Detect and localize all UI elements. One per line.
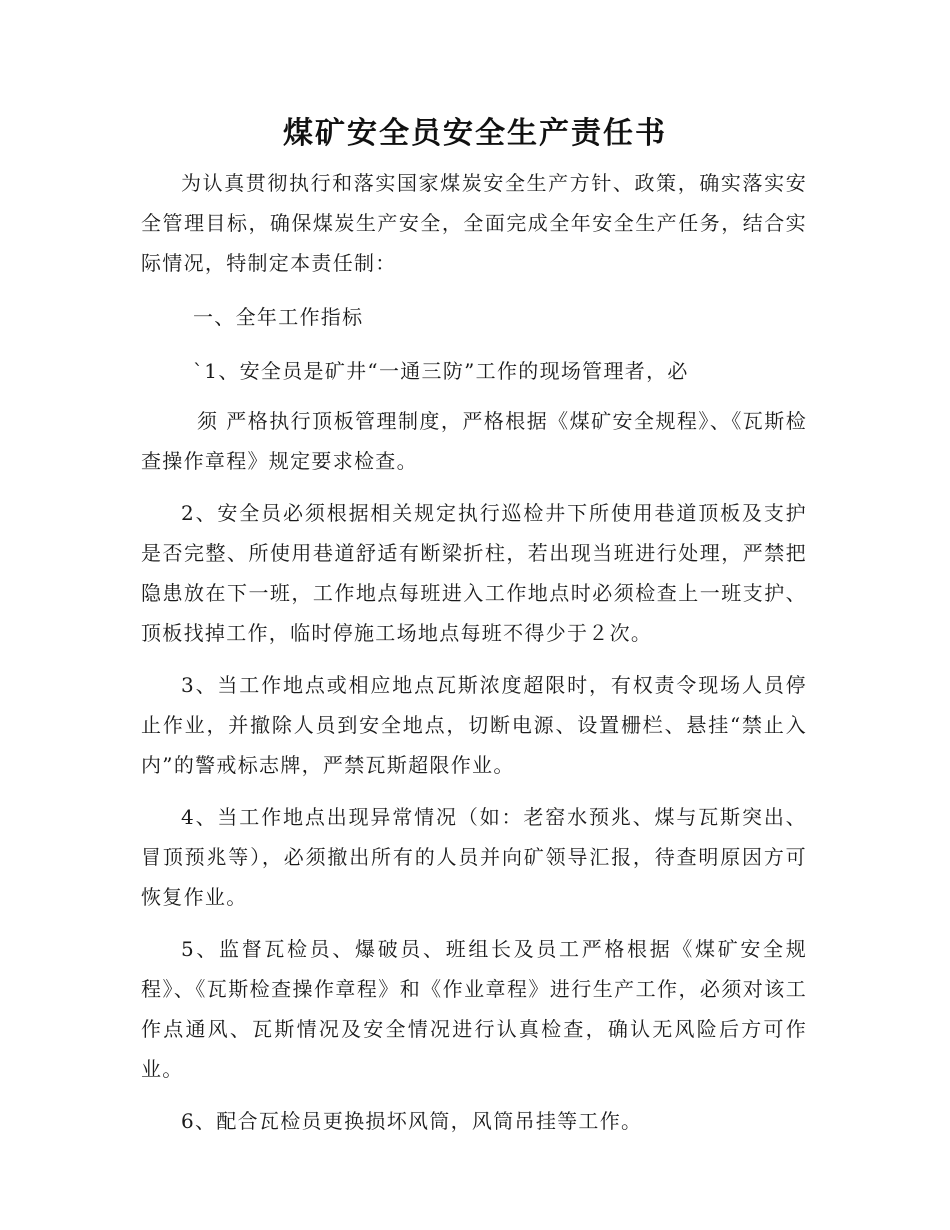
item-3-paragraph: 3、当工作地点或相应地点瓦斯浓度超限时，有权责令现场人员停止作业，并撤除人员到安全地点，切断电源、设置栅栏、悬挂“禁止入内”的警戒标志牌，严禁瓦斯超限作业。 xyxy=(141,673,807,777)
item-6-paragraph: 6、配合瓦检员更换损坏风筒，风筒吊挂等工作。 xyxy=(181,1109,643,1133)
intro-paragraph: 为认真贯彻执行和落实国家煤炭安全生产方针、政策，确实落实安全管理目标，确保煤炭生产安全，全面完成全年安全生产任务，结合实际情况，特制定本责任制： xyxy=(141,171,807,275)
item-2-paragraph: 2、安全员必须根据相关规定执行巡检井下所使用巷道顶板及支护是否完整、所使用巷道舒适有断梁折柱，若出现当班进行处理，严禁把隐患放在下一班，工作地点每班进入工作地点时必须检查上一班支护、顶板找掉工作，临时停施工场地点每班不得少于２次。 xyxy=(141,501,807,645)
section-heading: 一、全年工作指标 xyxy=(193,305,364,329)
document-title: 煤矿安全员安全生产责任书 xyxy=(283,116,667,151)
item-4-paragraph: 4、当工作地点出现异常情况（如：老窑水预兆、煤与瓦斯突出、冒顶预兆等），必须撤出所有的人员并向矿领导汇报，待查明原因方可恢复作业。 xyxy=(141,805,807,909)
item-1-line-2: 须 严格执行顶板管理制度，严格根据《煤矿安全规程》、《瓦斯检查操作章程》规定要求检查。 xyxy=(141,409,807,473)
item-5-paragraph: 5、监督瓦检员、爆破员、班组长及员工严格根据《煤矿安全规程》、《瓦斯检查操作章程》和《作业章程》进行生产工作，必须对该工作点通风、瓦斯情况及安全情况进行认真检查，确认无风险后方可作业。 xyxy=(141,937,807,1081)
document-body xyxy=(141,163,807,1141)
item-1-line-1: `1、安全员是矿井“一通三防”工作的现场管理者，必 xyxy=(193,359,689,383)
